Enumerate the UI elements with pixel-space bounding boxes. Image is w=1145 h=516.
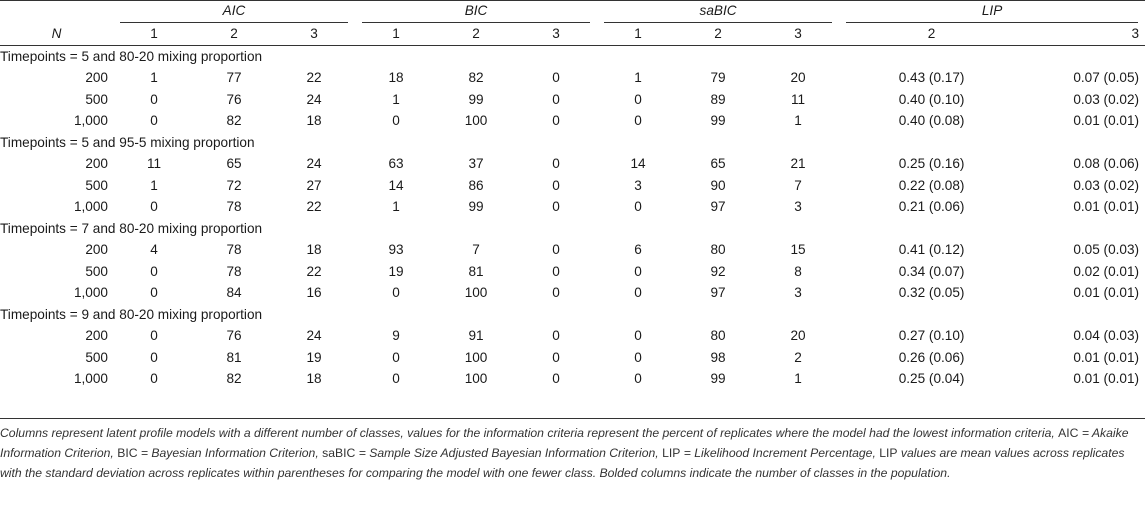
table-row [0, 239, 1145, 261]
table-row [0, 347, 1145, 369]
cell-aic-2: 65 [226, 156, 242, 171]
cell-aic-2: 82 [226, 113, 242, 128]
table-bottom-rule [0, 418, 1145, 419]
cell-sabic-2: 80 [710, 242, 726, 257]
cell-sabic-1: 3 [634, 177, 642, 193]
subcol-lip-3: 3 [1024, 23, 1145, 45]
cell-sabic-2: 80 [710, 328, 726, 343]
footnote-sabic-abbr: saBIC [322, 446, 356, 460]
cell-bic-2: 100 [464, 285, 488, 300]
footnote-aic-def: = Akaike Information Criterion, [0, 426, 1129, 460]
cell-sabic-2: 98 [710, 349, 726, 365]
cell-aic-3: 16 [306, 285, 322, 300]
section-title: Timepoints = 5 and 80-20 mixing proportion [0, 48, 263, 64]
footnote-intro: Columns represent latent profile models with a different number of classes, values for the information criteria represent the percent of replicates where the model had the lowest information criteria, [0, 426, 1059, 440]
cell-bic-1: 0 [392, 113, 400, 128]
cell-aic-3: 24 [306, 156, 322, 171]
cell-sabic-3: 20 [790, 70, 806, 85]
cell-sabic-2: 79 [710, 70, 726, 85]
cell-bic-2: 100 [464, 371, 488, 386]
cell-sabic-2: 99 [710, 371, 726, 386]
cell-bic-3: 0 [552, 242, 560, 257]
cell-sabic-1: 0 [634, 328, 642, 343]
header-spacer [0, 0, 113, 23]
cell-aic-1: 0 [150, 285, 158, 300]
cell-aic-1: 0 [150, 263, 158, 279]
cell-sabic-1: 0 [634, 263, 642, 279]
cell-sabic-2: 89 [710, 91, 726, 107]
cell-bic-3: 0 [552, 263, 560, 279]
table-row [0, 368, 1145, 390]
subcol-sabic-1: 1 [597, 23, 679, 45]
cell-lip-2: 0.27 (0.10) [898, 328, 965, 343]
cell-aic-3: 22 [306, 263, 322, 279]
subcol-bic-1: 1 [355, 23, 437, 45]
cell-aic-3: 22 [306, 70, 322, 85]
cell-bic-3: 0 [552, 113, 560, 128]
cell-sabic-3: 8 [794, 263, 802, 279]
cell-lip-3: 0.08 (0.06) [1073, 156, 1140, 171]
cell-lip-3: 0.03 (0.02) [1073, 177, 1140, 193]
cell-n: 500 [85, 349, 108, 365]
cell-aic-2: 76 [226, 91, 242, 107]
cell-bic-3: 0 [552, 156, 560, 171]
cell-bic-1: 1 [392, 199, 400, 214]
cell-lip-2: 0.32 (0.05) [898, 285, 965, 300]
cell-aic-1: 0 [150, 349, 158, 365]
cell-lip-3: 0.01 (0.01) [1073, 349, 1140, 365]
cell-aic-1: 0 [150, 371, 158, 386]
group-sabic: saBIC [597, 0, 839, 23]
table-row [0, 153, 1145, 175]
cell-sabic-1: 6 [634, 242, 642, 257]
section-title: Timepoints = 9 and 80-20 mixing proportion [0, 306, 263, 322]
cell-aic-1: 0 [150, 113, 158, 128]
cell-aic-2: 84 [226, 285, 242, 300]
cell-lip-2: 0.26 (0.06) [898, 349, 965, 365]
cell-sabic-1: 0 [634, 91, 642, 107]
cell-aic-3: 22 [306, 199, 322, 214]
cell-aic-2: 76 [226, 328, 242, 343]
section-header-row [0, 218, 1145, 240]
cell-sabic-1: 0 [634, 349, 642, 365]
cell-lip-2: 0.43 (0.17) [898, 70, 965, 85]
cell-bic-3: 0 [552, 199, 560, 214]
cell-bic-2: 100 [464, 349, 488, 365]
cell-bic-3: 0 [552, 70, 560, 85]
cell-bic-3: 0 [552, 91, 560, 107]
cell-aic-2: 78 [226, 263, 242, 279]
cell-sabic-2: 92 [710, 263, 726, 279]
cell-bic-1: 9 [392, 328, 400, 343]
cell-sabic-2: 90 [710, 177, 726, 193]
cell-bic-1: 93 [388, 242, 404, 257]
table-row [0, 89, 1145, 111]
cell-bic-2: 82 [468, 70, 484, 85]
cell-n: 1,000 [73, 113, 108, 128]
footnote-sabic-def: = Sample Size Adjusted Bayesian Information Criterion, [355, 446, 663, 460]
cell-n: 200 [85, 156, 108, 171]
cell-lip-2: 0.34 (0.07) [898, 263, 965, 279]
cell-sabic-2: 65 [710, 156, 726, 171]
table-footnote [0, 423, 1140, 483]
section-title: Timepoints = 7 and 80-20 mixing proportion [0, 220, 263, 236]
cell-aic-2: 82 [226, 371, 242, 386]
table-row [0, 261, 1145, 283]
cell-aic-3: 18 [306, 113, 322, 128]
cell-aic-3: 27 [306, 177, 322, 193]
cell-sabic-3: 3 [794, 199, 802, 214]
cell-lip-2: 0.40 (0.10) [898, 91, 965, 107]
cell-bic-3: 0 [552, 285, 560, 300]
cell-bic-1: 1 [392, 91, 400, 107]
cell-sabic-2: 99 [710, 113, 726, 128]
cell-aic-1: 11 [146, 156, 162, 171]
cell-sabic-2: 97 [710, 199, 726, 214]
cell-bic-1: 0 [392, 371, 400, 386]
table-row [0, 110, 1145, 132]
cell-n: 1,000 [73, 285, 108, 300]
cell-bic-2: 7 [472, 242, 480, 257]
cell-bic-3: 0 [552, 328, 560, 343]
section-header-row [0, 45, 1145, 67]
subcol-bic-3: 3 [515, 23, 597, 45]
table-row [0, 175, 1145, 197]
table-row [0, 67, 1145, 89]
cell-bic-3: 0 [552, 349, 560, 365]
footnote-lip-def: = Likelihood Increment Percentage, [680, 446, 880, 460]
cell-n: 500 [85, 263, 108, 279]
footnote-rest: values are mean values across replicates with the standard deviation across replicates within parentheses for comparing the model with one fewer class. Bolded columns indicate the number of classes in the population. [0, 446, 1125, 480]
table-row [0, 325, 1145, 347]
cell-aic-3: 24 [306, 91, 322, 107]
cell-bic-3: 0 [552, 177, 560, 193]
cell-bic-2: 37 [468, 156, 484, 171]
subcol-sabic-2: 2 [679, 23, 757, 45]
table-row [0, 196, 1145, 218]
cell-aic-1: 0 [150, 91, 158, 107]
cell-sabic-3: 20 [790, 328, 806, 343]
cell-lip-3: 0.05 (0.03) [1073, 242, 1140, 257]
cell-aic-1: 4 [150, 242, 158, 257]
cell-n: 1,000 [73, 199, 108, 214]
cell-bic-2: 99 [468, 199, 484, 214]
subcol-aic-2: 2 [195, 23, 273, 45]
cell-lip-2: 0.25 (0.16) [898, 156, 965, 171]
cell-n: 1,000 [73, 371, 108, 386]
cell-sabic-3: 1 [794, 113, 802, 128]
cell-aic-2: 77 [226, 70, 242, 85]
cell-sabic-2: 97 [710, 285, 726, 300]
cell-sabic-1: 14 [630, 156, 646, 171]
cell-bic-2: 86 [468, 177, 484, 193]
cell-lip-2: 0.21 (0.06) [898, 199, 965, 214]
cell-bic-1: 19 [388, 263, 404, 279]
cell-aic-1: 0 [150, 328, 158, 343]
section-title: Timepoints = 5 and 95-5 mixing proportion [0, 134, 255, 150]
subcol-lip-2: 2 [839, 23, 1024, 45]
cell-aic-2: 81 [226, 349, 242, 365]
cell-bic-2: 99 [468, 91, 484, 107]
cell-lip-3: 0.07 (0.05) [1073, 70, 1140, 85]
cell-n: 500 [85, 91, 108, 107]
cell-lip-3: 0.01 (0.01) [1073, 113, 1140, 128]
cell-bic-2: 91 [468, 328, 484, 343]
cell-aic-2: 78 [226, 199, 242, 214]
cell-sabic-3: 7 [794, 177, 802, 193]
cell-sabic-1: 0 [634, 113, 642, 128]
cell-sabic-1: 0 [634, 285, 642, 300]
cell-sabic-3: 2 [794, 349, 802, 365]
subcol-aic-1: 1 [113, 23, 195, 45]
subcol-aic-3: 3 [273, 23, 355, 45]
cell-bic-1: 0 [392, 285, 400, 300]
cell-lip-3: 0.04 (0.03) [1073, 328, 1140, 343]
cell-aic-3: 18 [306, 242, 322, 257]
cell-sabic-3: 15 [790, 242, 806, 257]
cell-lip-2: 0.41 (0.12) [898, 242, 965, 257]
cell-lip-2: 0.40 (0.08) [898, 113, 965, 128]
cell-aic-3: 19 [306, 349, 322, 365]
cell-sabic-1: 0 [634, 199, 642, 214]
cell-bic-2: 100 [464, 113, 488, 128]
cell-sabic-3: 21 [790, 156, 806, 171]
cell-lip-3: 0.02 (0.01) [1073, 263, 1140, 279]
header-n: N [0, 23, 113, 45]
cell-n: 500 [85, 177, 108, 193]
cell-bic-2: 81 [468, 263, 484, 279]
cell-sabic-3: 3 [794, 285, 802, 300]
cell-lip-3: 0.01 (0.01) [1073, 371, 1140, 386]
table-body [0, 45, 1145, 390]
cell-n: 200 [85, 328, 108, 343]
cell-lip-3: 0.03 (0.02) [1073, 91, 1140, 107]
cell-aic-2: 78 [226, 242, 242, 257]
cell-n: 200 [85, 242, 108, 257]
subcol-sabic-3: 3 [757, 23, 839, 45]
cell-sabic-1: 1 [634, 70, 642, 85]
footnote-bic-def: = Bayesian Information Criterion, [137, 446, 323, 460]
subcol-bic-2: 2 [437, 23, 515, 45]
header-group-row [0, 0, 1145, 23]
cell-aic-1: 0 [150, 199, 158, 214]
cell-aic-2: 72 [226, 177, 242, 193]
footnote-lip-abbr-2: LIP [879, 446, 898, 460]
cell-sabic-3: 1 [794, 371, 802, 386]
cell-aic-1: 1 [150, 70, 158, 85]
footnote-aic-abbr: AIC [1058, 426, 1079, 440]
section-header-row [0, 304, 1145, 326]
cell-aic-3: 18 [306, 371, 322, 386]
cell-bic-1: 18 [388, 70, 404, 85]
group-bic: BIC [355, 0, 597, 23]
cell-lip-3: 0.01 (0.01) [1073, 199, 1140, 214]
cell-lip-2: 0.25 (0.04) [898, 371, 965, 386]
cell-bic-1: 63 [388, 156, 404, 171]
cell-sabic-3: 11 [791, 91, 806, 107]
cell-lip-2: 0.22 (0.08) [898, 177, 965, 193]
table-row [0, 282, 1145, 304]
cell-bic-1: 14 [388, 177, 404, 193]
cell-aic-1: 1 [150, 177, 158, 193]
cell-n: 200 [85, 70, 108, 85]
cell-sabic-1: 0 [634, 371, 642, 386]
footnote-lip-abbr: LIP [662, 446, 681, 460]
header-subcol-row [0, 23, 1145, 45]
cell-bic-1: 0 [392, 349, 400, 365]
cell-lip-3: 0.01 (0.01) [1073, 285, 1140, 300]
footnote-bic-abbr: BIC [117, 446, 138, 460]
cell-aic-3: 24 [306, 328, 322, 343]
cell-bic-3: 0 [552, 371, 560, 386]
group-lip: LIP [839, 0, 1145, 23]
group-aic: AIC [113, 0, 355, 23]
section-header-row [0, 132, 1145, 154]
